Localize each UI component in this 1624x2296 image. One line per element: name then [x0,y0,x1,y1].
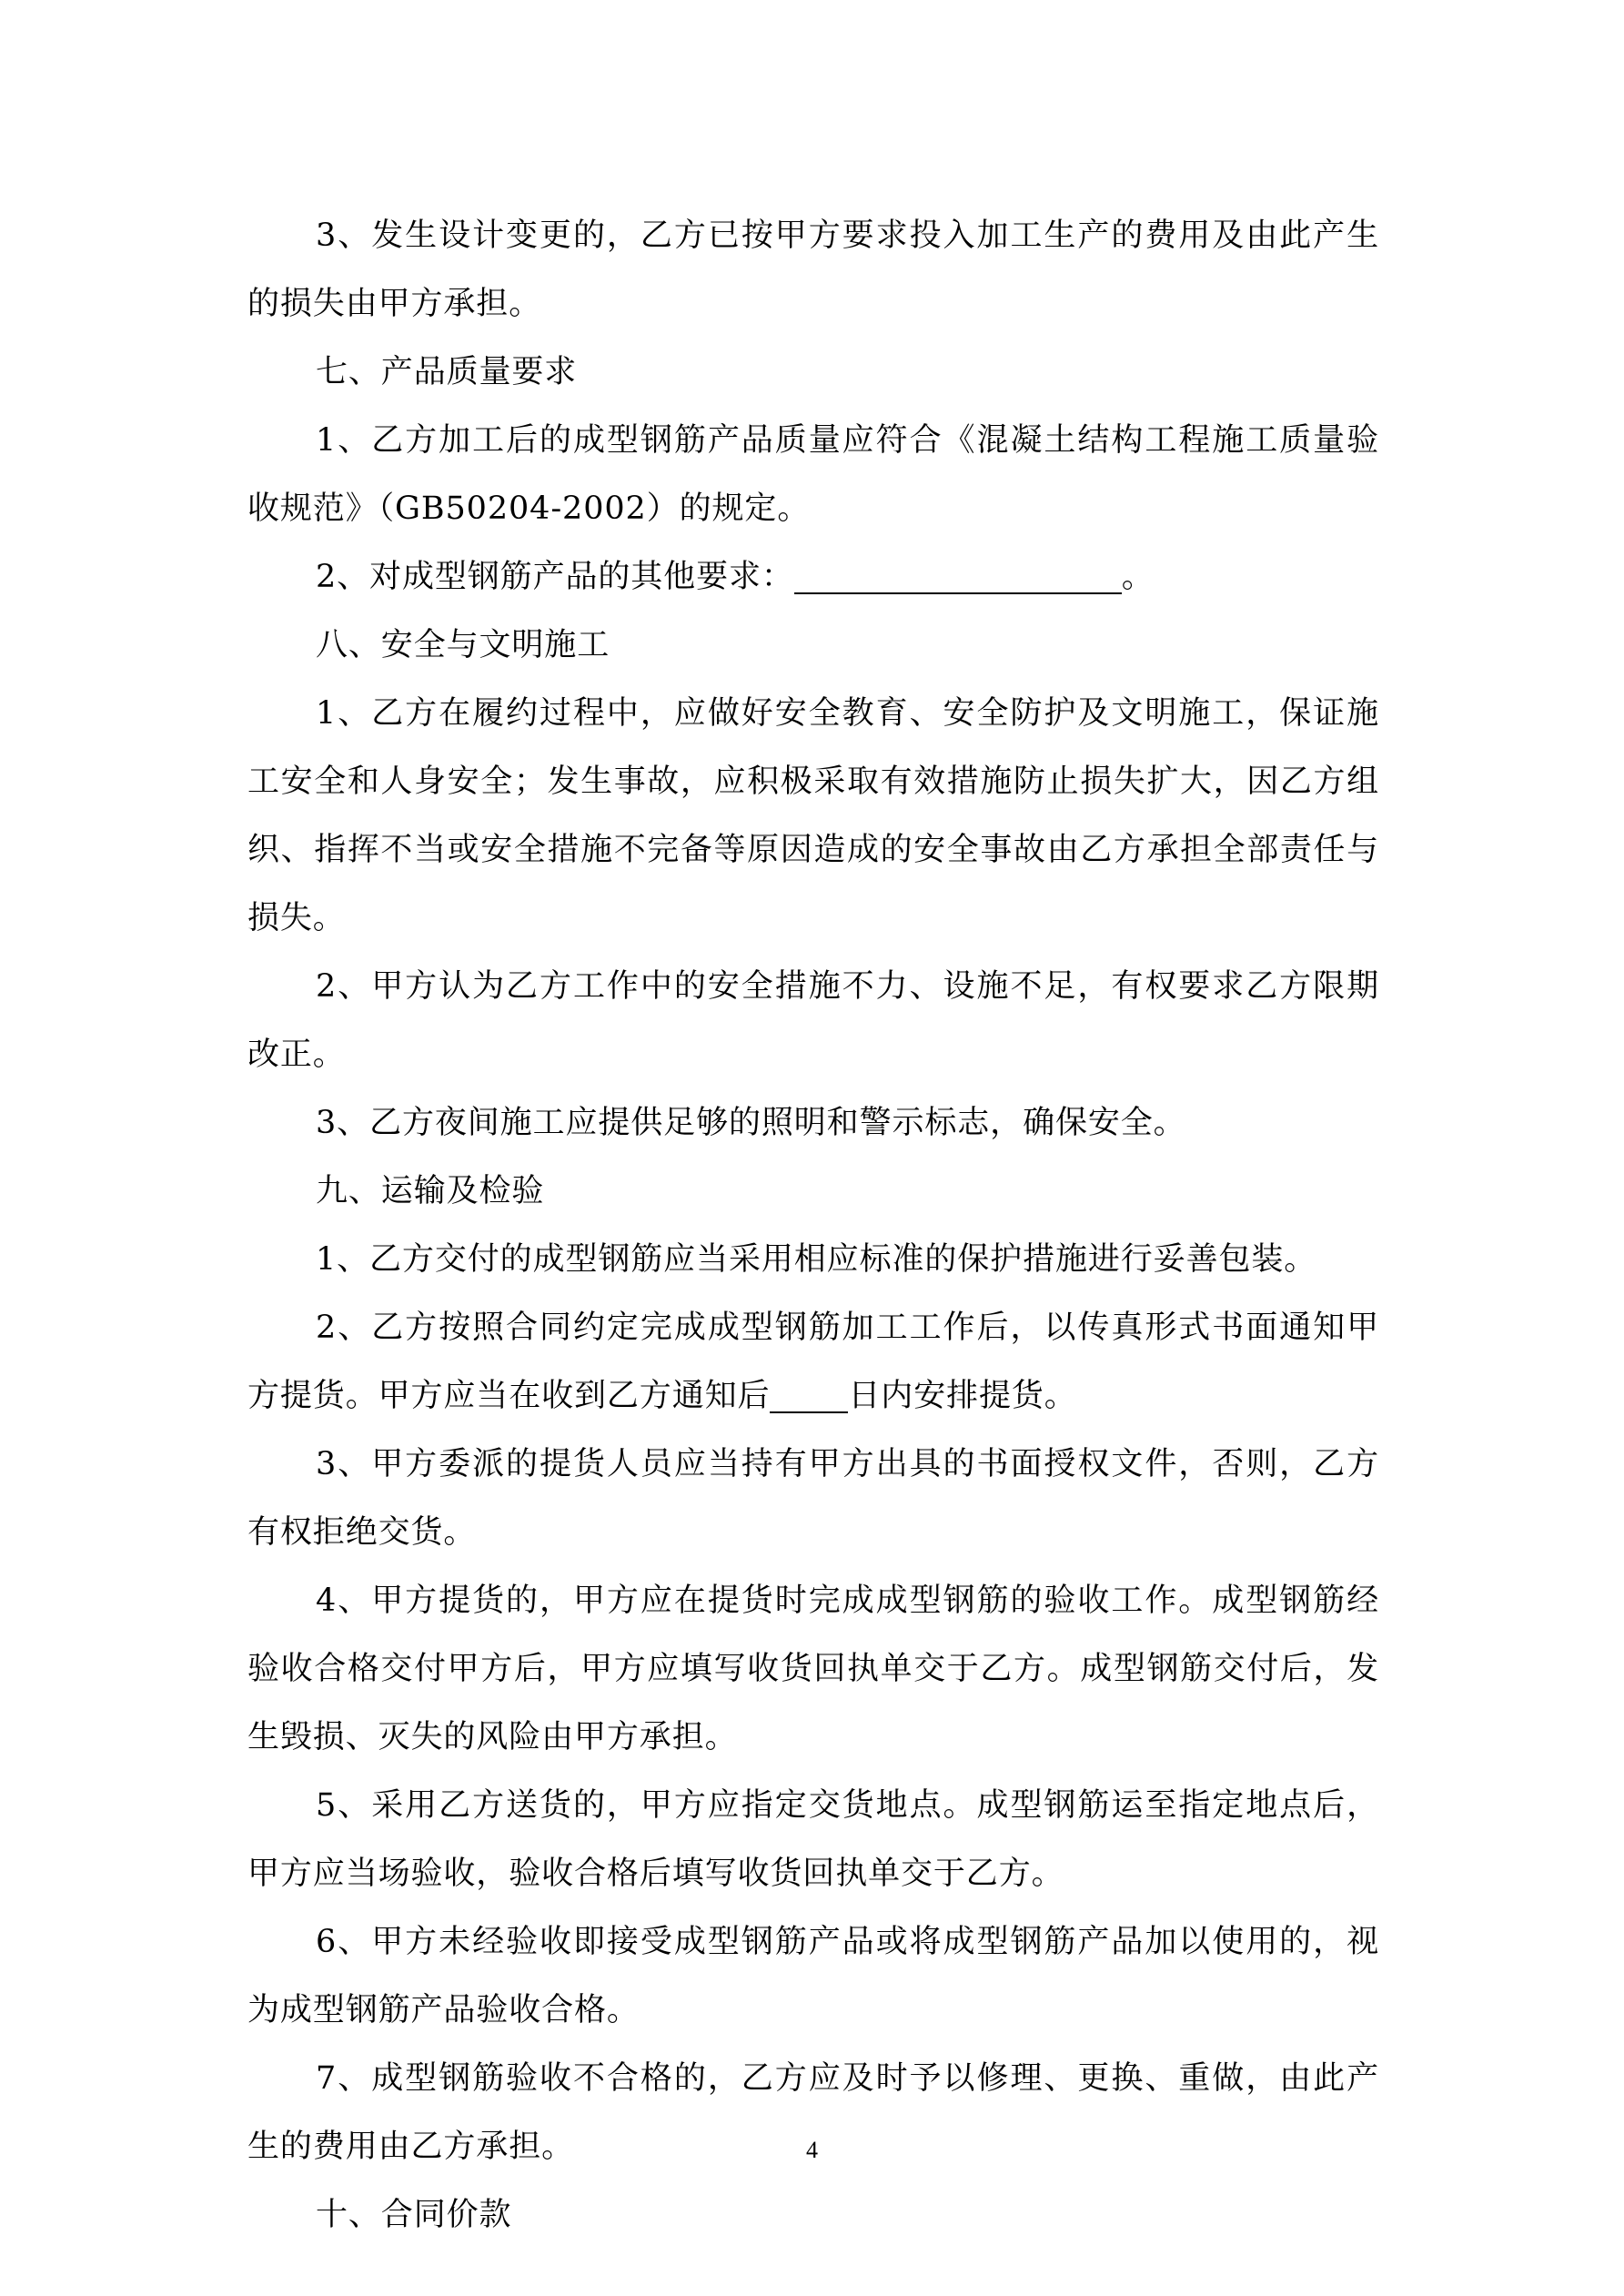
paragraph-design-change: 3、发生设计变更的，乙方已按甲方要求投入加工生产的费用及由此产生的损失由甲方承担。 [247,217,1379,322]
document-body [247,202,1379,2250]
other-requirements-end: 。 [1121,559,1155,595]
paragraph-transport-6: 6、甲方未经验收即接受成型钢筋产品或将成型钢筋产品加以使用的，视为成型钢筋产品验收合格。 [247,1924,1379,2028]
paragraph-other-requirements [247,543,1379,612]
other-requirements-blank [794,556,1122,594]
page-number: 4 [806,2137,818,2163]
paragraph-transport-7: 7、成型钢筋验收不合格的，乙方应及时予以修理、更换、重做，由此产生的费用由乙方承担。 [247,2060,1379,2165]
section-heading-safety: 八、安全与文明施工 [316,627,610,663]
paragraph-safety-3: 3、乙方夜间施工应提供足够的照明和警示标志，确保安全。 [316,1105,1186,1141]
section-heading-transport: 九、运输及检验 [316,1173,545,1209]
paragraph-safety-2: 2、甲方认为乙方工作中的安全措施不力、设施不足，有权要求乙方限期改正。 [247,968,1379,1073]
paragraph-quality-standard: 1、乙方加工后的成型钢筋产品质量应符合《混凝土结构工程施工质量验收规范》（GB50204-2002）的规定。 [247,422,1379,527]
section-heading-quality: 七、产品质量要求 [316,354,578,390]
pickup-notice-text: 2、乙方按照合同约定完成成型钢筋加工工作后，以传真形式书面通知甲方提货。甲方应当在收到乙方通知后 [247,1310,1379,1414]
pickup-days-blank [770,1375,848,1413]
paragraph-transport-3: 3、甲方委派的提货人员应当持有甲方出具的书面授权文件，否则，乙方有权拒绝交货。 [247,1446,1379,1551]
section-heading-price: 十、合同价款 [316,2197,512,2233]
paragraph-transport-5: 5、采用乙方送货的，甲方应指定交货地点。成型钢筋运至指定地点后，甲方应当场验收，验收合格后填写收货回执单交于乙方。 [247,1787,1379,1892]
paragraph-transport-1: 1、乙方交付的成型钢筋应当采用相应标准的保护措施进行妥善包装。 [316,1241,1317,1278]
other-requirements-text: 2、对成型钢筋产品的其他要求： [316,559,794,595]
pickup-notice-end: 日内安排提货。 [848,1378,1077,1414]
paragraph-transport-2 [247,1294,1379,1431]
paragraph-safety-1: 1、乙方在履约过程中，应做好安全教育、安全防护及文明施工，保证施工安全和人身安全；发生事故，应积极采取有效措施防止损失扩大，因乙方组织、指挥不当或安全措施不完备等原因造成的安全事故由乙方承担全部责任与损失。 [247,695,1379,936]
paragraph-transport-4: 4、甲方提货的，甲方应在提货时完成成型钢筋的验收工作。成型钢筋经验收合格交付甲方后，甲方应填写收货回执单交于乙方。成型钢筋交付后，发生毁损、灭失的风险由甲方承担。 [247,1583,1379,1755]
